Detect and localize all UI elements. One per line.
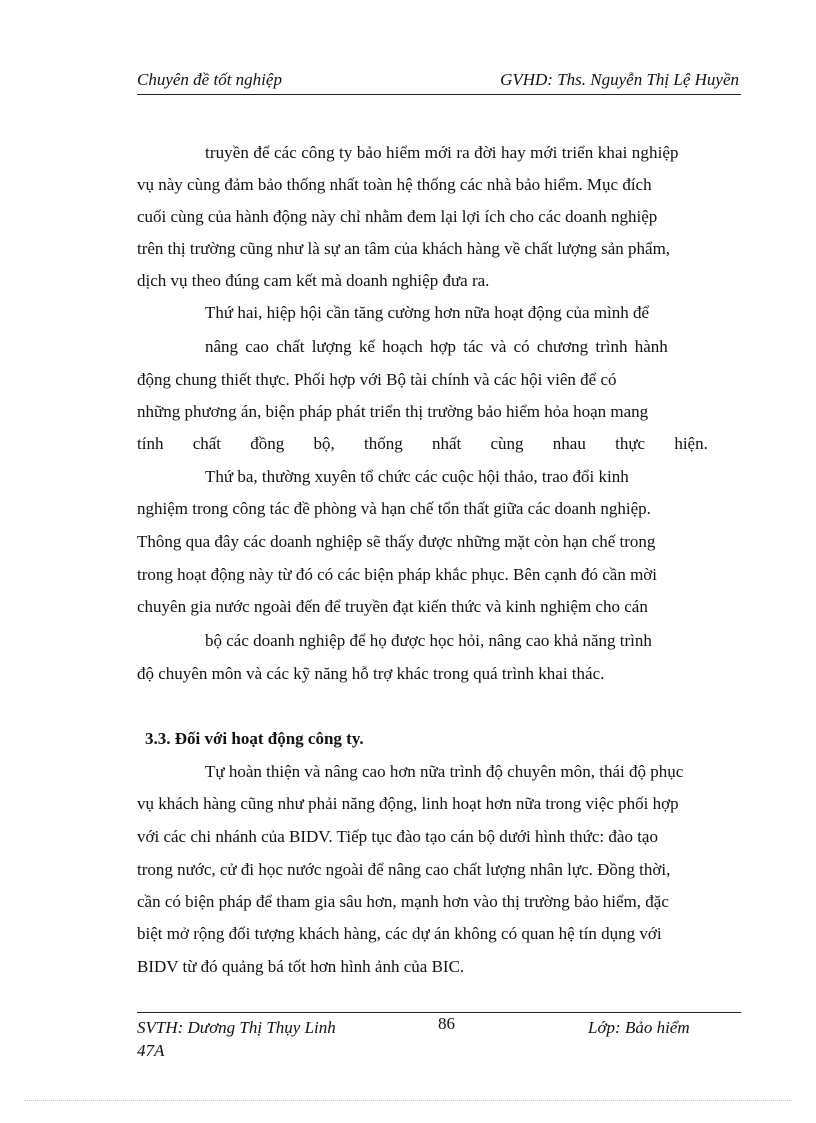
body-line: chuyên gia nước ngoài đến để truyền đạt kiến thức và kinh nghiệm cho cán — [137, 597, 648, 616]
page-header — [137, 66, 741, 95]
header-right-supervisor: GVHD: Ths. Nguyễn Thị Lệ Huyền — [500, 70, 739, 89]
body-line: bộ các doanh nghiệp để họ được học hỏi, nâng cao khả năng trình — [205, 631, 652, 650]
body-line: nghiệm trong công tác đề phòng và hạn chế tổn thất giữa các doanh nghiệp. — [137, 499, 651, 518]
footer-class-code: 47A — [137, 1041, 165, 1060]
section-line: BIDV từ đó quảng bá tốt hơn hình ảnh của BIC. — [137, 957, 465, 976]
section-line: vụ khách hàng cũng như phải năng động, linh hoạt hơn nữa trong việc phối hợp — [137, 794, 679, 813]
page-bottom-divider — [24, 1100, 792, 1101]
body-line: vụ này cùng đảm bảo thống nhất toàn hệ thống các nhà bảo hiểm. Mục đích — [137, 175, 652, 194]
body-line: động chung thiết thực. Phối hợp với Bộ tài chính và các hội viên để có — [137, 370, 617, 389]
footer-class: Lớp: Bảo hiểm — [588, 1018, 690, 1037]
section-line: trong nước, cử đi học nước ngoài để nâng cao chất lượng nhân lực. Đồng thời, — [137, 860, 671, 879]
body-line: Thông qua đây các doanh nghiệp sẽ thấy được những mặt còn hạn chế trong — [137, 532, 656, 551]
footer-student: SVTH: Dương Thị Thụy Linh — [137, 1018, 336, 1037]
body-line: những phương án, biện pháp phát triển thị trường bảo hiểm hỏa hoạn mang — [137, 402, 649, 421]
body-line: Thứ ba, thường xuyên tổ chức các cuộc hội thảo, trao đổi kinh — [205, 467, 629, 486]
footer-rule — [137, 1012, 741, 1013]
section-line: Tự hoàn thiện và nâng cao hơn nữa trình độ chuyên môn, thái độ phục — [205, 762, 684, 781]
page-number: 86 — [438, 1014, 455, 1033]
body-line: truyền để các công ty bảo hiểm mới ra đời hay mới triển khai nghiệp — [205, 143, 679, 162]
body-line: độ chuyên môn và các kỹ năng hỗ trợ khác trong quá trình khai thác. — [137, 664, 605, 683]
section-line: biệt mở rộng đối tượng khách hàng, các dự án không có quan hệ tín dụng với — [137, 924, 662, 943]
section-line: với các chi nhánh của BIDV. Tiếp tục đào tạo cán bộ dưới hình thức: đào tạo — [137, 827, 658, 846]
section-heading: 3.3. Đối với hoạt động công ty. — [145, 729, 364, 748]
body-line: cuối cùng của hành động này chỉ nhằm đem lại lợi ích cho các doanh nghiệp — [137, 207, 658, 226]
body-line: trong hoạt động này từ đó có các biện pháp khắc phục. Bên cạnh đó cần mời — [137, 565, 658, 584]
body-line: trên thị trường cũng như là sự an tâm của khách hàng về chất lượng sản phẩm, — [137, 239, 671, 258]
header-left-title: Chuyên đề tốt nghiệp — [137, 70, 282, 89]
body-line: nâng cao chất lượng kế hoạch hợp tác và có chương trình hành — [205, 337, 668, 356]
section-line: cần có biện pháp để tham gia sâu hơn, mạnh hơn vào thị trường bảo hiểm, đặc — [137, 892, 669, 911]
body-line: Thứ hai, hiệp hội cần tăng cường hơn nữa hoạt động của mình để — [205, 303, 650, 322]
body-line: dịch vụ theo đúng cam kết mà doanh nghiệp đưa ra. — [137, 271, 490, 290]
body-line: tính chất đồng bộ, thống nhất cùng nhau thực hiện. — [137, 434, 708, 453]
